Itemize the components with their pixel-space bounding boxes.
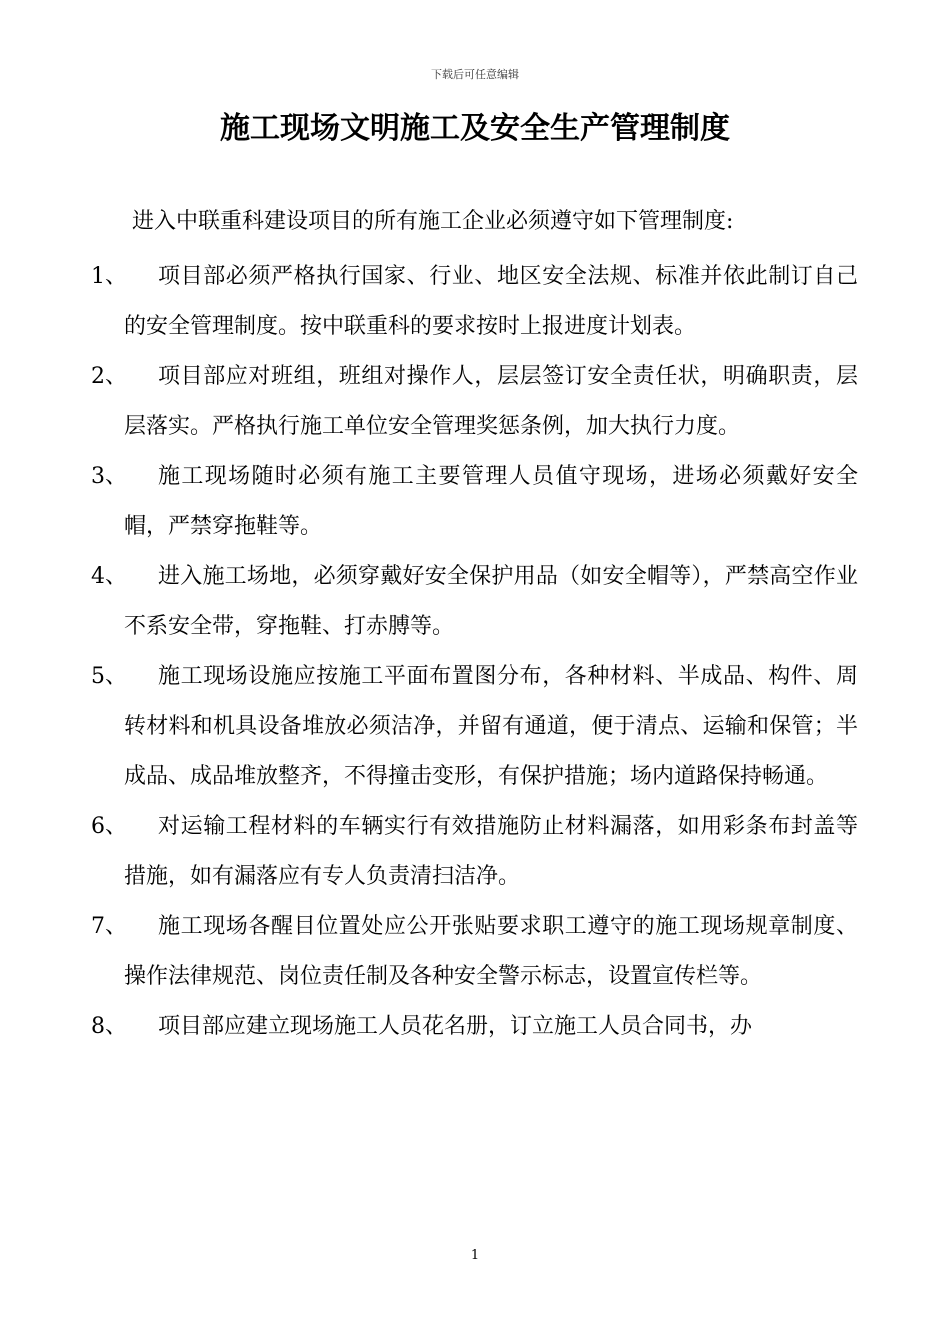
list-item-number: 5、 <box>91 664 127 689</box>
list-item <box>0 252 950 352</box>
list-item-text: 项目部必须严格执行国家、行业、地区安全法规、标准并依此制订自己的安全管理制度。按中联重科的要求按时上报进度计划表。 <box>124 264 858 339</box>
header-note: 下载后可任意编辑 <box>431 68 519 81</box>
list-item <box>0 902 950 1002</box>
list-item-number: 6、 <box>91 814 127 839</box>
list-item <box>0 652 950 802</box>
list-item-number: 8、 <box>91 1014 127 1039</box>
list-item-number: 3、 <box>91 464 127 489</box>
list-item-text: 施工现场各醒目位置处应公开张贴要求职工遵守的施工现场规章制度、操作法律规范、岗位责任制及各种安全警示标志，设置宣传栏等。 <box>124 914 858 989</box>
list-item-number: 4、 <box>91 564 127 589</box>
list-item-number: 7、 <box>91 914 127 939</box>
list-item-text: 施工现场随时必须有施工主要管理人员值守现场，进场必须戴好安全帽，严禁穿拖鞋等。 <box>124 464 858 539</box>
page-number: 1 <box>470 1248 480 1263</box>
list-item-text: 项目部应对班组，班组对操作人，层层签订安全责任状，明确职责，层层落实。严格执行施工单位安全管理奖惩条例，加大执行力度。 <box>124 364 858 439</box>
document-title: 施工现场文明施工及安全生产管理制度 <box>220 111 730 146</box>
list-item-number: 1、 <box>91 264 127 289</box>
list-item <box>0 1002 950 1052</box>
intro-paragraph: 进入中联重科建设项目的所有施工企业必须遵守如下管理制度: <box>132 209 734 234</box>
list-item-text: 项目部应建立现场施工人员花名册，订立施工人员合同书，办 <box>158 1014 753 1039</box>
list-item-text: 施工现场设施应按施工平面布置图分布，各种材料、半成品、构件、周转材料和机具设备堆放必须洁净，并留有通道，便于清点、运输和保管；半成品、成品堆放整齐，不得撞击变形，有保护措施；场内道路保持畅通。 <box>124 664 858 789</box>
regulation-list <box>0 252 950 1052</box>
list-item <box>0 802 950 902</box>
list-item <box>0 352 950 452</box>
list-item-text: 进入施工场地，必须穿戴好安全保护用品（如安全帽等），严禁高空作业不系安全带，穿拖鞋、打赤膊等。 <box>124 564 858 639</box>
list-item-text: 对运输工程材料的车辆实行有效措施防止材料漏落，如用彩条布封盖等措施，如有漏落应有专人负责清扫洁净。 <box>124 814 858 889</box>
list-item-number: 2、 <box>91 364 127 389</box>
list-item <box>0 452 950 552</box>
list-item <box>0 552 950 652</box>
